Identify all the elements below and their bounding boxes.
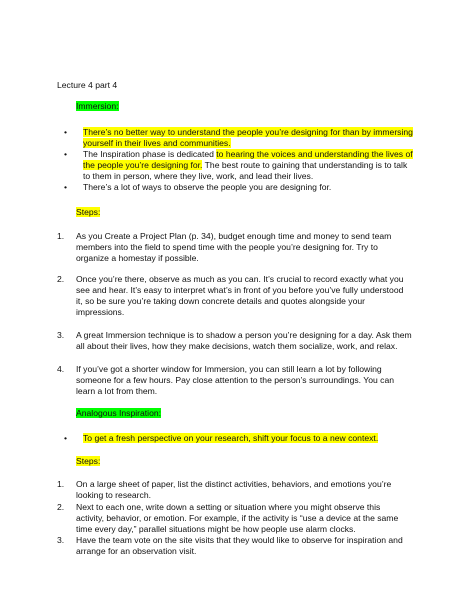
analogous-steps-heading: Steps: bbox=[76, 456, 101, 466]
immersion-step-4-line-1: If you’ve got a shorter window for Immersion, you can still learn a lot by following bbox=[76, 364, 382, 374]
step-number: 3. bbox=[57, 535, 65, 545]
immersion-step-4-line-3: learn a lot from them. bbox=[76, 386, 158, 396]
analogous-step-2-line-3: time every day,” parallel situations might be how people use alarm clocks. bbox=[76, 524, 356, 534]
step-number: 3. bbox=[57, 330, 65, 340]
step-number: 4. bbox=[57, 364, 65, 374]
immersion-step-3-line-1: A great Immersion technique is to shadow a person you’re designing for a day. Ask them bbox=[76, 330, 412, 340]
immersion-bullet-1-line-2: yourself in their lives and communities. bbox=[83, 138, 231, 148]
immersion-step-2-line-3: it, so be sure you’re taking down concrete details and quotes alongside your bbox=[76, 296, 366, 306]
bullet-glyph: • bbox=[64, 182, 68, 192]
immersion-steps-heading: Steps: bbox=[76, 207, 101, 217]
step-number: 2. bbox=[57, 274, 65, 284]
analogous-step-2-line-1: Next to each one, write down a setting or situation where you might observe this bbox=[76, 502, 381, 512]
immersion-step-3-line-2: all about their lives, how they make decisions, watch them socialize, work, and relax. bbox=[76, 341, 398, 351]
bullet-glyph: • bbox=[64, 127, 68, 137]
analogous-step-3-line-2: arrange for an observation visit. bbox=[76, 546, 197, 556]
immersion-step-2-line-2: see and hear. It’s easy to interpret what’s in front of you before you’ve fully understood bbox=[76, 285, 404, 295]
analogous-heading bbox=[76, 408, 161, 419]
immersion-step-1-line-3: organize a homestay if possible. bbox=[76, 253, 199, 263]
step-number: 1. bbox=[57, 231, 65, 241]
page-title: Lecture 4 part 4 bbox=[57, 80, 118, 90]
immersion-heading-text: Immersion: bbox=[76, 101, 119, 111]
immersion-bullet-3-line-1: There’s a lot of ways to observe the people you are designing for. bbox=[83, 182, 332, 192]
analogous-step-1-line-2: looking to research. bbox=[76, 490, 151, 500]
analogous-step-3-line-1: Have the team vote on the site visits that they would like to observe for inspiration and bbox=[76, 535, 403, 545]
immersion-bullet-2-line-3: to them in person, where they live, work, and lead their lives. bbox=[83, 171, 314, 181]
step-number: 1. bbox=[57, 479, 65, 489]
immersion-bullet-1-line-1: There’s no better way to understand the people you’re designing for than by immersing bbox=[83, 127, 413, 137]
immersion-bullet-2-line-2: the people you’re designing for. The best route to gaining that understanding is to talk bbox=[83, 160, 408, 170]
bullet-glyph: • bbox=[64, 149, 68, 159]
analogous-step-2-line-2: activity, behavior, or emotion. For example, if the activity is “use a device at the same bbox=[76, 513, 399, 523]
immersion-step-1-line-1: As you Create a Project Plan (p. 34), budget enough time and money to send team bbox=[76, 231, 392, 241]
immersion-heading bbox=[76, 101, 119, 112]
step-number: 2. bbox=[57, 502, 65, 512]
immersion-step-1-line-2: members into the field to spend time with the people you’re designing for. Try to bbox=[76, 242, 378, 252]
analogous-bullet: To get a fresh perspective on your research, shift your focus to a new context. bbox=[83, 433, 379, 443]
analogous-heading-text: Analogous Inspiration: bbox=[76, 408, 162, 418]
immersion-step-4-line-2: someone for a few hours. Pay close attention to the person’s surroundings. You can bbox=[76, 375, 395, 385]
immersion-bullet-2-line-1: The Inspiration phase is dedicated to hearing the voices and understanding the lives of bbox=[83, 149, 413, 159]
bullet-glyph: • bbox=[64, 433, 68, 443]
immersion-step-2-line-1: Once you’re there, observe as much as you can. It’s crucial to record exactly what you bbox=[76, 274, 404, 284]
analogous-step-1-line-1: On a large sheet of paper, list the distinct activities, behaviors, and emotions you’re bbox=[76, 479, 392, 489]
immersion-step-2-line-4: impressions. bbox=[76, 307, 125, 317]
